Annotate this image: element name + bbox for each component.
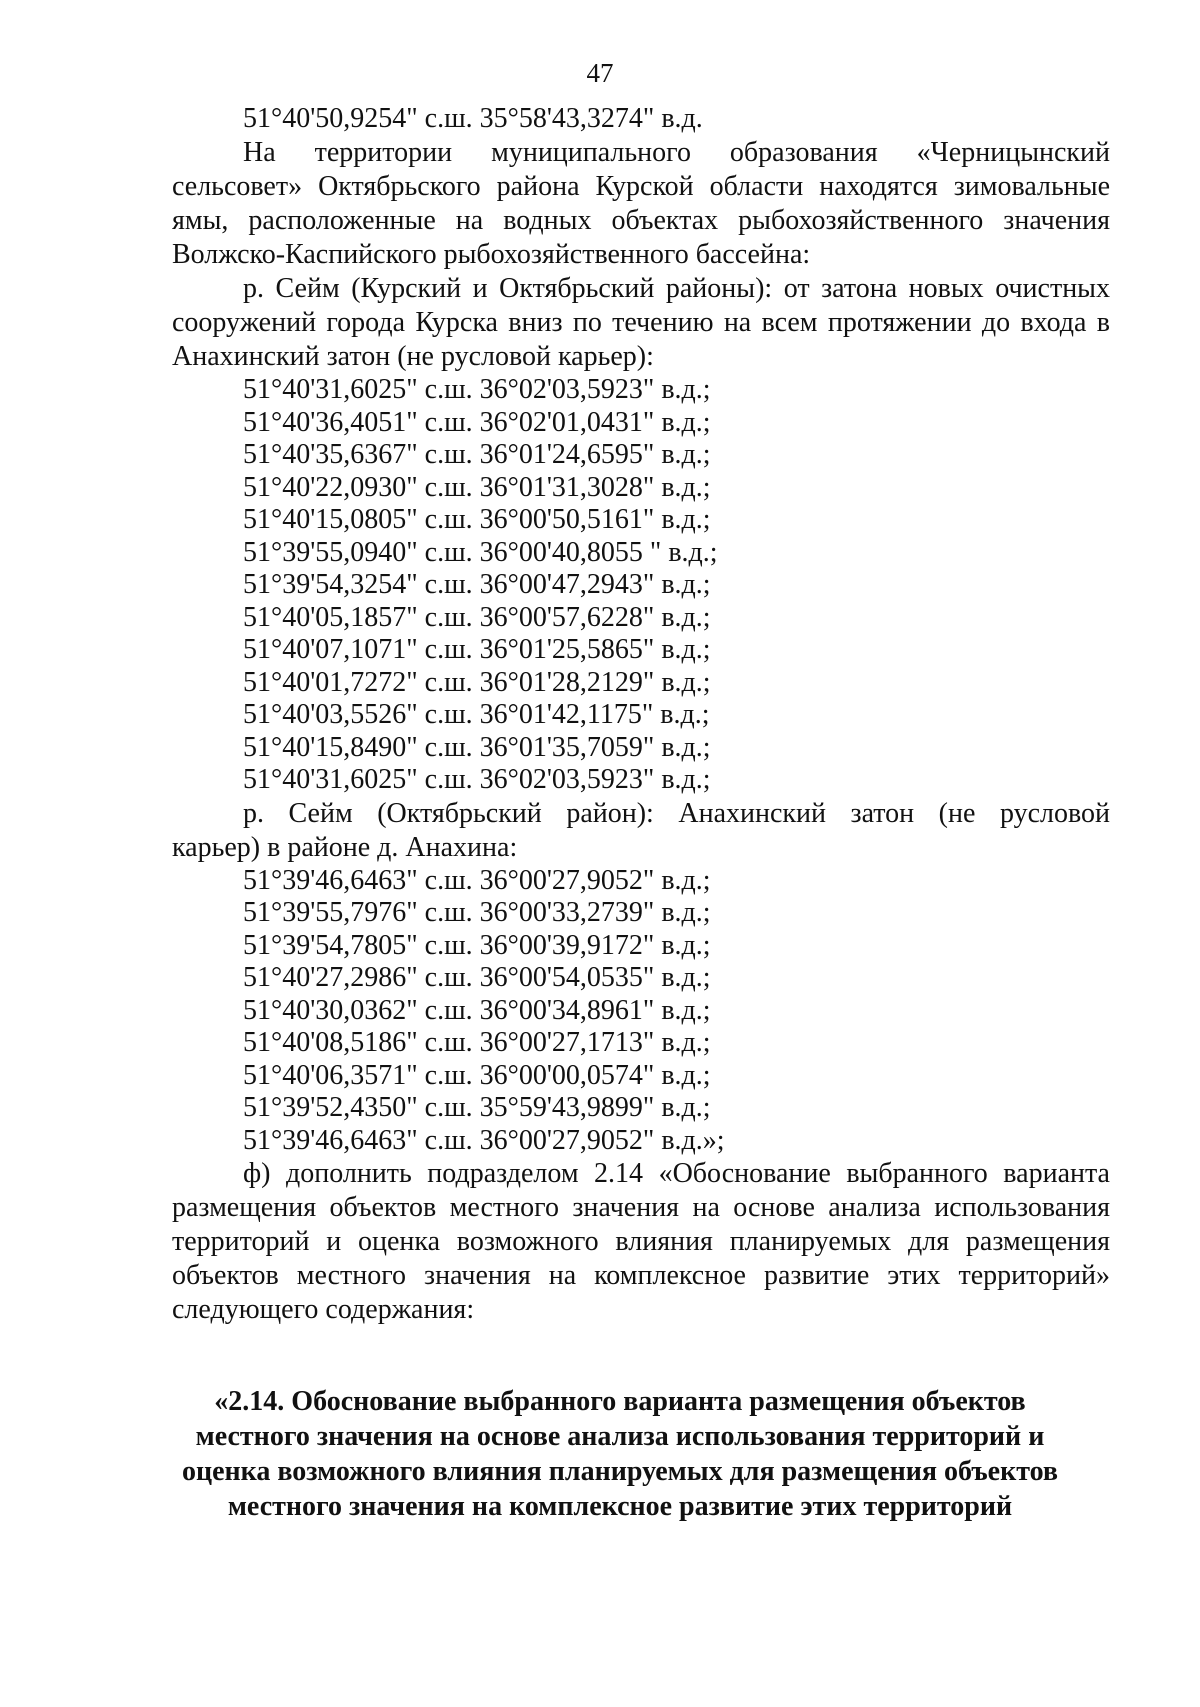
coordinate-item: 51°40'22,0930" с.ш. 36°01'31,3028" в.д.; xyxy=(243,471,711,503)
paragraph-line: р. Сейм (Курский и Октябрьский районы): от затона новых очистных xyxy=(243,273,1110,304)
paragraph-line: территорий и оценка возможного влияния планируемых для размещения xyxy=(172,1226,1110,1257)
coordinate-item: 51°40'36,4051" с.ш. 36°02'01,0431" в.д.; xyxy=(243,406,711,438)
coordinate-item: 51°40'05,1857" с.ш. 36°00'57,6228" в.д.; xyxy=(243,601,711,633)
heading-line: местного значения на основе анализа использования территорий и xyxy=(195,1421,1045,1452)
heading-line: оценка возможного влияния планируемых для размещения объектов xyxy=(181,1456,1059,1487)
paragraph-line: сооружений города Курска вниз по течению на всем протяжении до входа в xyxy=(172,307,1110,338)
coordinate-item: 51°39'52,4350" с.ш. 35°59'43,9899" в.д.; xyxy=(243,1092,711,1123)
coordinate-item: 51°40'07,1071" с.ш. 36°01'25,5865" в.д.; xyxy=(243,634,711,665)
intro-paragraph xyxy=(172,136,1110,272)
first-coordinate: 51°40'50,9254" с.ш. 35°58'43,3274" в.д. xyxy=(243,103,703,134)
paragraph-line: Волжско-Каспийского рыбохозяйственного бассейна: xyxy=(172,239,811,270)
document-body xyxy=(172,102,1110,1327)
page-number: 47 xyxy=(586,58,614,88)
coordinate-item: 51°40'08,5186" с.ш. 36°00'27,1713" в.д.; xyxy=(243,1027,711,1058)
paragraph-line: ф) дополнить подразделом 2.14 «Обоснование выбранного варианта xyxy=(243,1158,1110,1189)
coordinate-item: 51°40'15,0805" с.ш. 36°00'50,5161" в.д.; xyxy=(243,504,711,535)
coordinate-item: 51°39'46,6463" с.ш. 36°00'27,9052" в.д.; xyxy=(243,864,711,896)
coordinate-item: 51°39'54,3254" с.ш. 36°00'47,2943" в.д.; xyxy=(243,569,711,600)
coordinate-item: 51°39'54,7805" с.ш. 36°00'39,9172" в.д.; xyxy=(243,929,711,961)
coordinate-item: 51°40'30,0362" с.ш. 36°00'34,8961" в.д.; xyxy=(243,994,711,1026)
coordinate-item: 51°40'15,8490" с.ш. 36°01'35,7059" в.д.; xyxy=(243,731,711,763)
river1-paragraph xyxy=(172,272,1110,374)
paragraph-line: р. Сейм (Октябрьский район): Анахинский затон (не русловой xyxy=(243,797,1110,829)
coordinate-item: 51°40'31,6025" с.ш. 36°02'03,5923" в.д.; xyxy=(243,764,711,795)
paragraph-line: На территории муниципального образования «Черницынский xyxy=(243,137,1110,168)
river1-coordinate-list xyxy=(172,374,1110,797)
paragraph-line: следующего содержания: xyxy=(172,1294,475,1325)
amendment-paragraph xyxy=(172,1157,1110,1327)
paragraph-line: размещения объектов местного значения на основе анализа использования xyxy=(172,1192,1110,1223)
coordinate-item: 51°40'03,5526" с.ш. 36°01'42,1175" в.д.; xyxy=(243,699,710,730)
coordinate-item: 51°40'06,3571" с.ш. 36°00'00,0574" в.д.; xyxy=(243,1059,711,1091)
coordinate-item: 51°40'27,2986" с.ш. 36°00'54,0535" в.д.; xyxy=(243,962,711,993)
paragraph-line: сельсовет» Октябрьского района Курской области находятся зимовальные xyxy=(172,171,1110,202)
coordinate-item: 51°40'31,6025" с.ш. 36°02'03,5923" в.д.; xyxy=(243,374,711,405)
paragraph-line: объектов местного значения на комплексное развитие этих территорий» xyxy=(172,1260,1110,1291)
heading-line: местного значения на комплексное развитие этих территорий xyxy=(227,1491,1013,1522)
coordinate-item: 51°39'46,6463" с.ш. 36°00'27,9052" в.д.»; xyxy=(243,1124,725,1156)
coordinate-item: 51°39'55,0940" с.ш. 36°00'40,8055 " в.д.; xyxy=(243,536,718,568)
heading-line: «2.14. Обоснование выбранного варианта размещения объектов xyxy=(214,1386,1026,1417)
coordinate-item: 51°40'35,6367" с.ш. 36°01'24,6595" в.д.; xyxy=(243,439,711,470)
coordinate-item: 51°40'01,7272" с.ш. 36°01'28,2129" в.д.; xyxy=(243,666,711,698)
paragraph-line: Анахинский затон (не русловой карьер): xyxy=(172,341,654,372)
river2-paragraph xyxy=(172,797,1110,865)
paragraph-line: карьер) в районе д. Анахина: xyxy=(172,831,518,863)
coordinate-item: 51°39'55,7976" с.ш. 36°00'33,2739" в.д.; xyxy=(243,897,711,928)
paragraph-line: ямы, расположенные на водных объектах рыбохозяйственного значения xyxy=(172,205,1110,236)
section-heading xyxy=(150,1384,1090,1524)
river2-coordinate-list xyxy=(172,865,1110,1158)
